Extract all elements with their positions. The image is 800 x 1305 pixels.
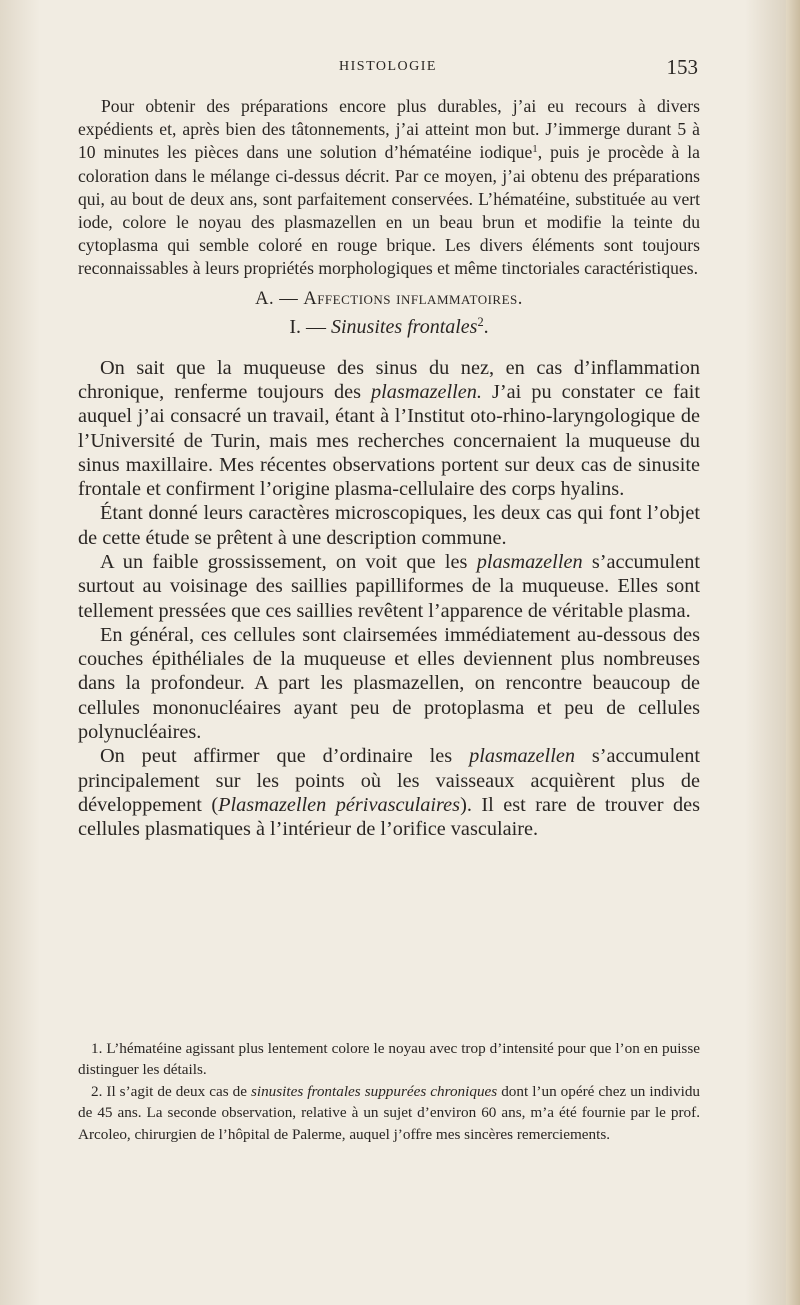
paragraph-text: J’ai pu constater ce fait auquel j’ai consacré un travail, étant à l’Institut oto-rhino-laryngologique de l’Université de Turin, mais mes recherches concernaient la muqueuse du sinus maxillaire. Mes récentes observations portent sur deux cas de sinusite frontale et confirment l’origine plasma-cellulaire des corps hyalins. (78, 380, 700, 501)
italic-term: plasmazellen (476, 551, 583, 573)
page-header (78, 55, 698, 85)
paragraph-text: s’accumulent surtout au voisinage des saillies papilliformes de la muqueuse. Elles sont tellement pressées que ces saillies revêtent l’apparence de véritable plasma. (78, 551, 700, 622)
footnote-2 (78, 1081, 700, 1145)
paragraph-description (78, 501, 700, 550)
footnote-number: 2. (91, 1082, 103, 1100)
section-title: Affections inflammatoires. (303, 288, 523, 309)
paragraph-text: En général, ces cellules sont clairsemées immédiatement au-dessous des couches épithéliales de la muqueuse et elles deviennent plus nombreuses dans la profondeur. A part les plasmazellen, on rencontre beaucoup de cellules mononucléaires ayant peu de protoplasma et peu de cellules polynucléaires. (78, 623, 700, 744)
paragraph-text: A un faible grossissement, on voit que les (100, 551, 477, 573)
subsection-suffix: . (483, 315, 489, 338)
paragraph-distribution (78, 623, 700, 744)
paragraph-text: , puis je procède à la coloration dans le mélange ci-dessus décrit. Par ce moyen, j’ai obtenu des préparations qui, au bout de deux ans, sont parfaitement conservées. L’hématéine, substituée au vert iode, colore le noyau des plasmazellen en un beau brun et modifie la teinte du cytoplasma qui semble coloré en rouge brique. Les divers éléments sont toujours reconnaissables à leurs propriétés morphologiques et même tinctoriales caractéristiques. (78, 142, 700, 279)
page-number: 153 (666, 55, 698, 79)
italic-term: sinusites frontales suppurées chroniques (250, 1082, 498, 1100)
paragraph-text: ). Il est rare de trouver des cellules plasmatiques à l’intérieur de l’orifice vasculaire. (78, 793, 700, 841)
section-prefix: A. — (255, 288, 304, 309)
paragraph-inflammation (78, 356, 700, 502)
paragraph-text: Pour obtenir des préparations encore plus durables, j’ai eu recours à divers expédients et, après bien des tâtonnements, j’ai atteint mon but. J’immerge durant 5 à 10 minutes les pièces dans une solution d’hématéine iodique (78, 96, 700, 163)
italic-term: plasmazellen. (371, 380, 482, 403)
paragraph-vessels (78, 744, 700, 841)
footnotes (78, 1038, 700, 1145)
paragraph-text: On peut affirmer que d’ordinaire les (100, 745, 470, 768)
paragraph-text: s’accumulent principalement sur les points où les vaisseaux acquièrent plus de développement ( (78, 745, 700, 816)
footnote-1 (78, 1038, 700, 1081)
footnote-ref-2: 2 (477, 314, 484, 329)
italic-term: plasmazellen (469, 745, 575, 768)
section-heading (78, 289, 700, 313)
paragraph-text: On sait que la muqueuse des sinus du nez, en cas d’inflammation chronique, renferme toujours des (78, 356, 700, 403)
italic-term: Plasmazellen périvasculaires (218, 793, 461, 816)
footnote-text: L’hématéine agissant plus lentement colore le noyau avec trop d’intensité pour que l’on en puisse distinguer les détails. (78, 1040, 700, 1079)
footnote-number: 1. (91, 1040, 103, 1057)
paragraph-magnification (78, 550, 700, 623)
running-head: HISTOLOGIE (339, 59, 437, 74)
footnote-text: dont l’un opéré chez un individu de 45 ans. La seconde observation, relative à un sujet d’environ 60 ans, m’a été fournie par le prof. Arcoleo, chirurgien de l’hôpital de Palerme, auquel j’offre mes sincères remerciements. (78, 1082, 701, 1143)
subsection-title: Sinusites frontales (330, 315, 478, 338)
subsection-prefix: I. — (289, 315, 331, 338)
footnote-text: Il s’agit de deux cas de (102, 1082, 251, 1100)
footnote-ref-1: 1 (532, 143, 538, 156)
paragraph-text: Étant donné leurs caractères microscopiques, les deux cas qui font l’objet de cette étude se prêtent à une description commune. (78, 502, 700, 549)
paragraph-preparation (78, 95, 700, 281)
subsection-heading (78, 316, 700, 344)
main-text (78, 95, 700, 842)
